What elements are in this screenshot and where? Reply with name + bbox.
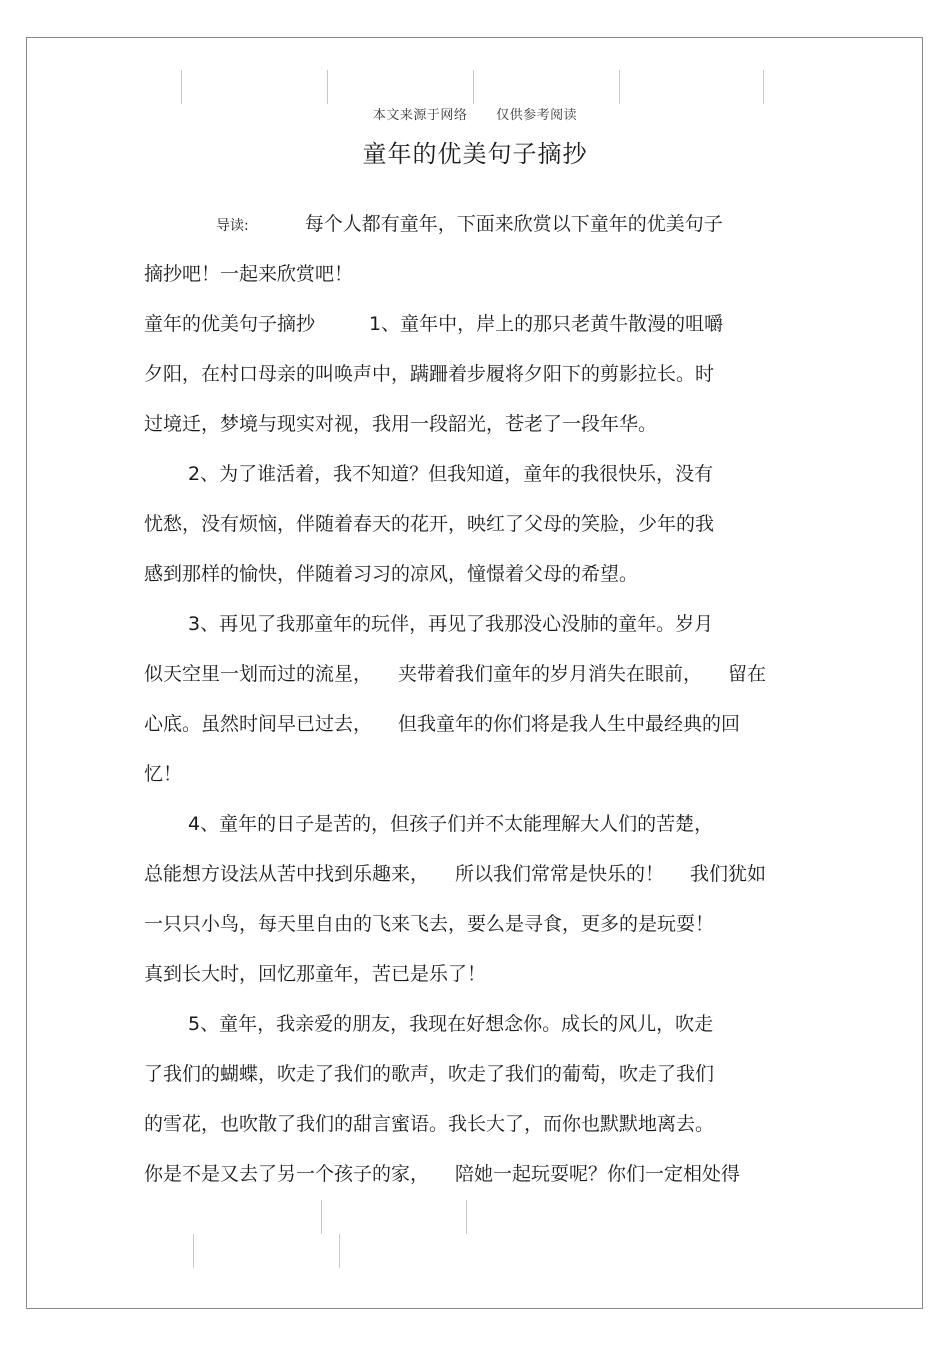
source-note xyxy=(0,104,950,123)
text-run: 似天空里一划而过的流星， xyxy=(144,663,373,685)
paragraph-line xyxy=(144,712,740,736)
paragraph-line: 的雪花，也吹散了我们的甜言蜜语。我长大了，而你也默默地离去。 xyxy=(144,1113,715,1135)
paragraph-line: 一只只小鸟，每天里自由的飞来飞去，要么是寻食，更多的是玩耍！ xyxy=(144,913,715,935)
text-run: 我们犹如 xyxy=(690,863,767,885)
decorative-rule xyxy=(321,1200,322,1234)
paragraph-line: 摘抄吧！一起来欣赏吧！ xyxy=(144,263,354,285)
paragraph-line: 真到长大时，回忆那童年，苦已是乐了！ xyxy=(144,963,487,985)
decorative-rule xyxy=(473,70,474,104)
text-run: 但我童年的你们将是我人生中最经典的回 xyxy=(398,713,741,735)
paragraph-line: 忧愁，没有烦恼，伴随着春天的花开，映红了父母的笑脸，少年的我 xyxy=(144,513,715,535)
decorative-rule xyxy=(339,1234,340,1268)
text-run: 留在 xyxy=(728,663,767,685)
paragraph-line: 3、再见了我那童年的玩伴，再见了我那没心没肺的童年。岁月 xyxy=(188,613,714,635)
decorative-rule xyxy=(466,1200,467,1234)
paragraph-line: 过境迁，梦境与现实对视，我用一段韶光，苍老了一段年华。 xyxy=(144,413,658,435)
decorative-rule xyxy=(327,70,328,104)
section-heading: 童年的优美句子摘抄 xyxy=(144,313,316,335)
paragraph-line xyxy=(144,1162,740,1186)
paragraph-line: 2、为了谁活着，我不知道？但我知道，童年的我很快乐，没有 xyxy=(188,463,714,485)
text-run: 你是不是又去了另一个孩子的家， xyxy=(144,1163,430,1185)
decorative-rule xyxy=(193,1234,194,1268)
source-note-2: 仅供参考阅读 xyxy=(496,108,578,123)
text-run: 心底。虽然时间早已过去， xyxy=(144,713,373,735)
text-run: 所以我们常常是快乐的！ xyxy=(455,863,665,885)
text-run: 夹带着我们童年的岁月消失在眼前， xyxy=(398,663,703,685)
document-title: 童年的优美句子摘抄 xyxy=(362,140,588,168)
paragraph-line: 4、童年的日子是苦的，但孩子们并不太能理解大人们的苦楚， xyxy=(188,813,714,835)
paragraph-line: 5、童年，我亲爱的朋友，我现在好想念你。成长的风儿，吹走 xyxy=(188,1013,714,1035)
decorative-rule xyxy=(619,70,620,104)
decorative-rule xyxy=(181,70,182,104)
paragraph-line xyxy=(144,312,723,336)
source-note-1: 本文来源于网络 xyxy=(372,108,468,123)
text-run: 总能想方设法从苦中找到乐趣来， xyxy=(144,863,430,885)
text-run: 每个人都有童年，下面来欣赏以下童年的优美句子 xyxy=(304,213,723,235)
paragraph-line xyxy=(216,212,723,238)
decorative-rule xyxy=(763,70,764,104)
text-run: 1、童年中，岸上的那只老黄牛散漫的咀嚼 xyxy=(369,313,724,335)
paragraph-line: 感到那样的愉快，伴随着习习的凉风，憧憬着父母的希望。 xyxy=(144,563,639,585)
paragraph-line: 夕阳，在村口母亲的叫唤声中，蹒跚着步履将夕阳下的剪影拉长。时 xyxy=(144,363,715,385)
paragraph-line xyxy=(144,662,766,686)
lead-label: 导读: xyxy=(216,218,249,234)
text-run: 陪她一起玩耍呢？你们一定相处得 xyxy=(455,1163,741,1185)
paragraph-line: 了我们的蝴蝶，吹走了我们的歌声，吹走了我们的葡萄，吹走了我们 xyxy=(144,1063,715,1085)
paragraph-line: 忆！ xyxy=(144,763,183,785)
paragraph-line xyxy=(144,862,766,886)
